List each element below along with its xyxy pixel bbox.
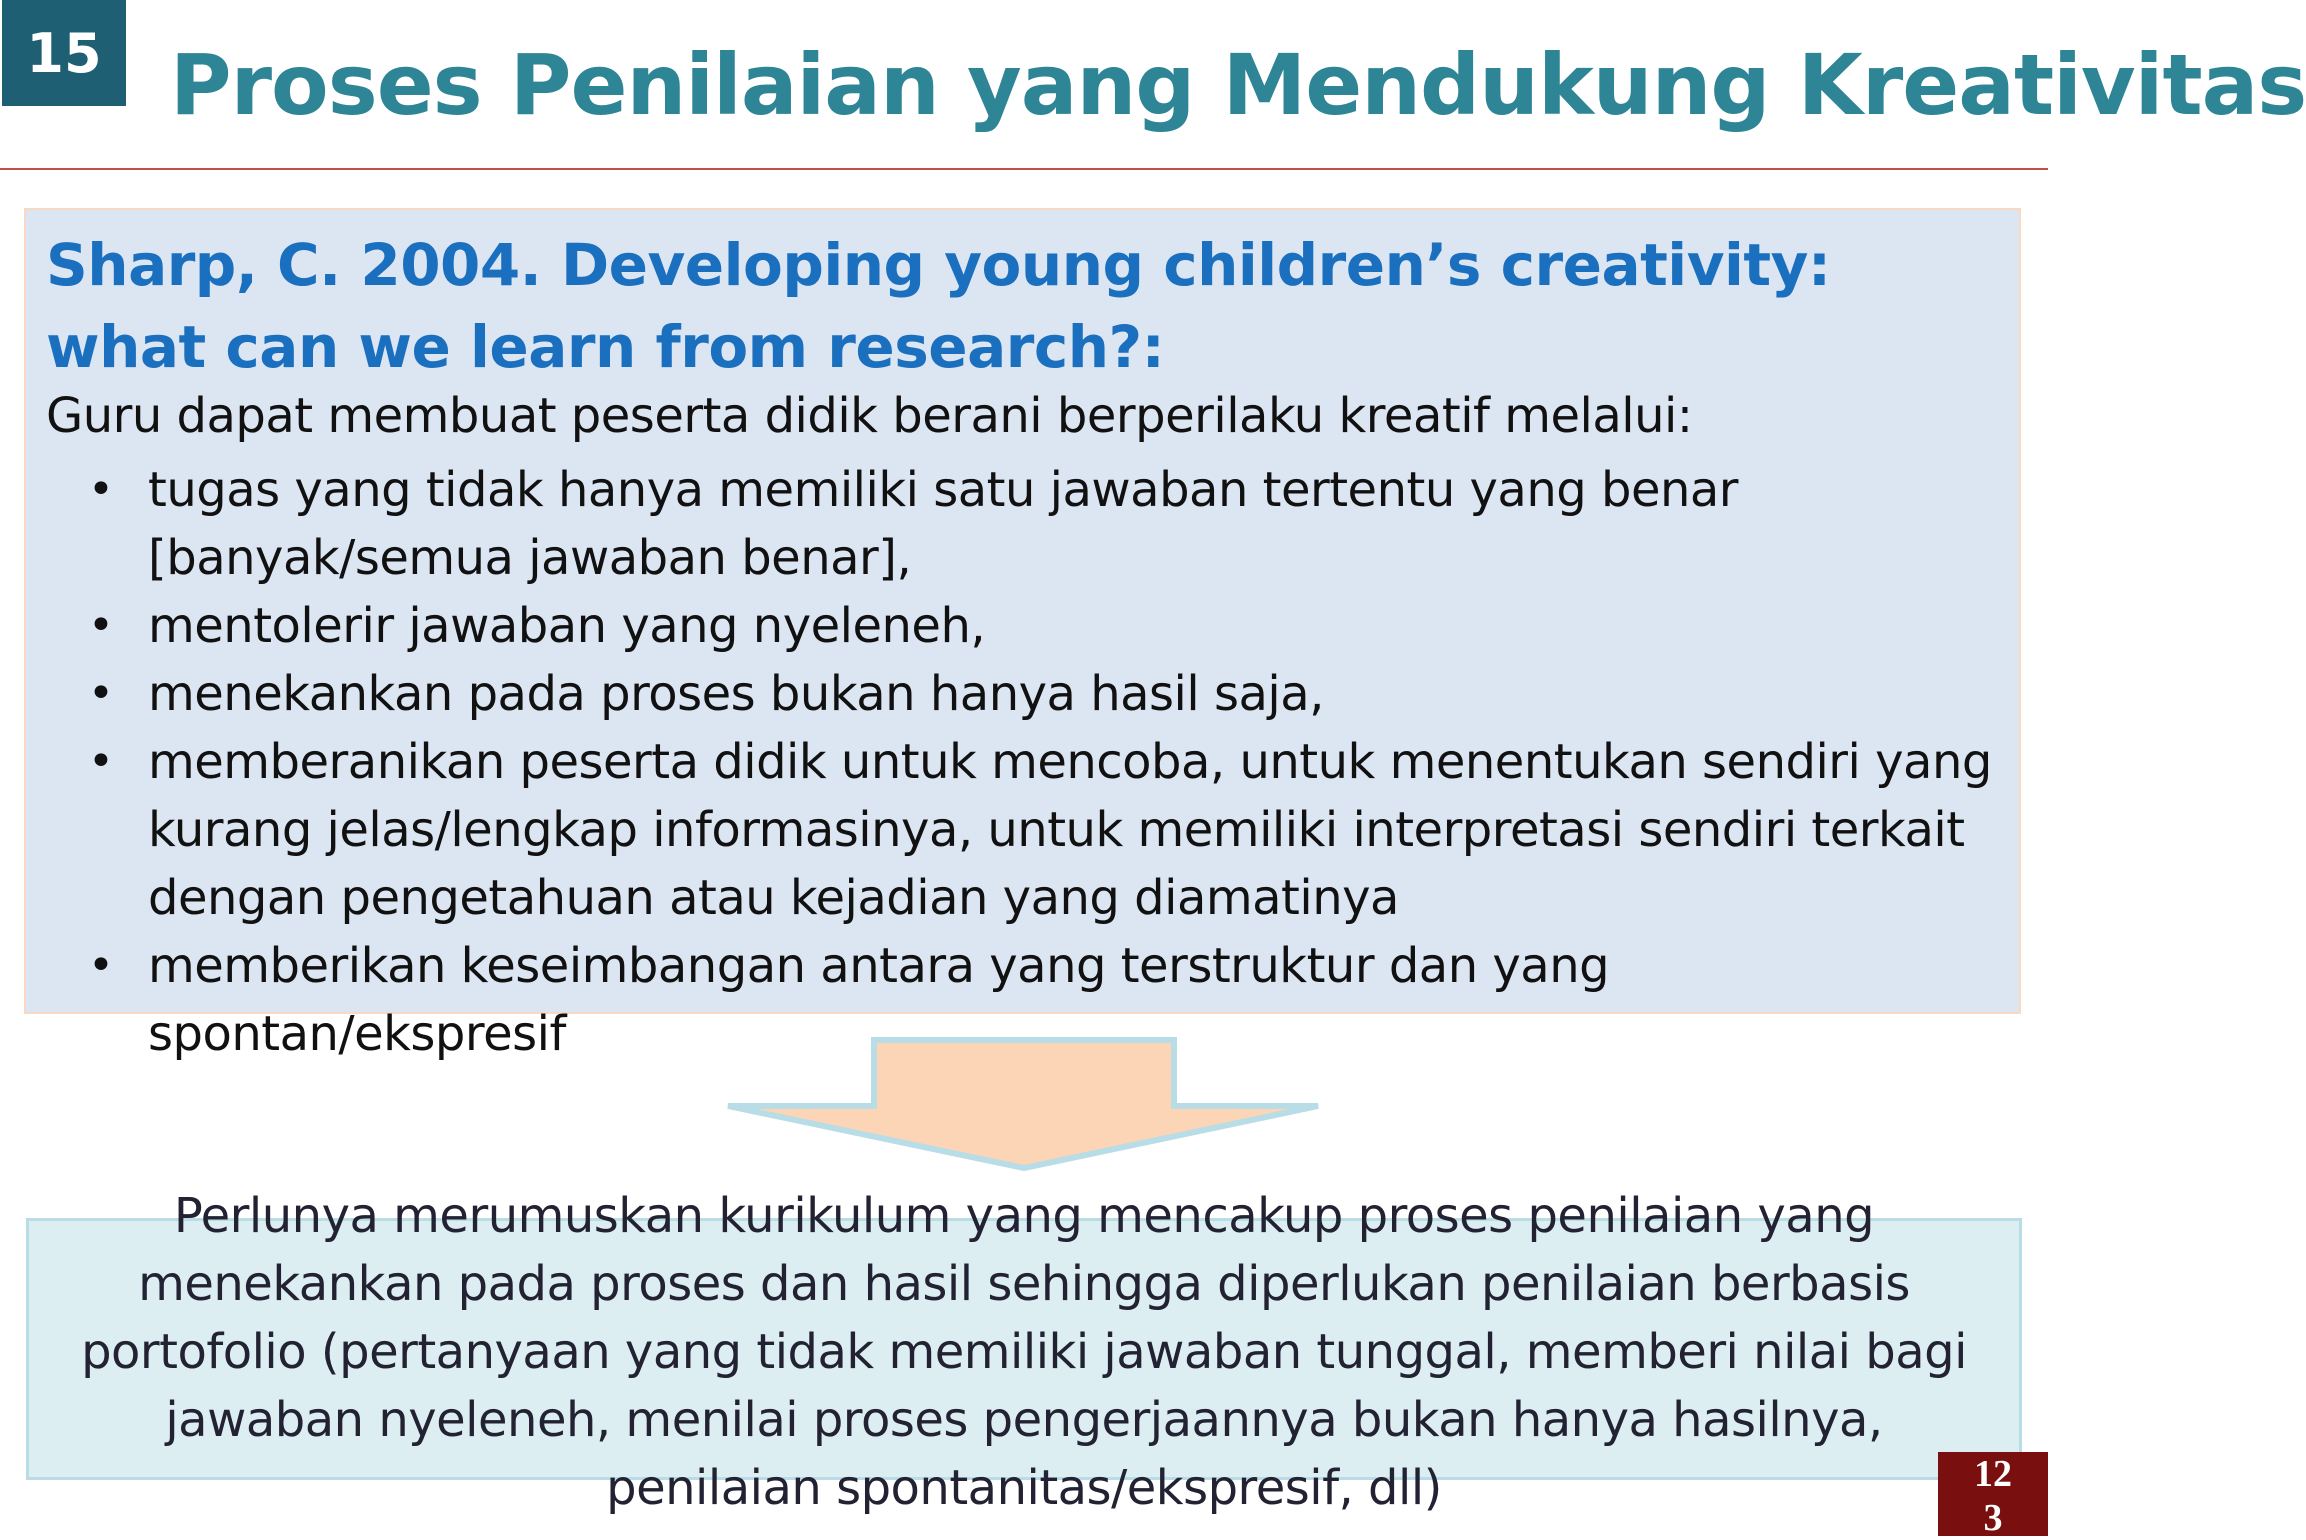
title-divider <box>0 168 2048 170</box>
reference-heading: Sharp, C. 2004. Developing young children’s creativity: what can we learn from research?: <box>46 231 1831 381</box>
list-item <box>46 660 2006 728</box>
list-item-text: memberanikan peserta didik untuk mencoba, untuk menentukan sendiri yang kurang jelas/lengkap informasinya, untuk memiliki interpretasi sendiri terkait dengan pengetahuan atau kejadian yang diamatinya <box>148 734 1992 926</box>
conclusion-text: Perlunya merumuskan kurikulum yang mencakup proses penilaian yang menekankan pada proses dan hasil sehingga diperlukan penilaian berbasis portofolio (pertanyaan yang tidak memiliki jawaban tunggal, memberi nilai bagi jawaban nyeleneh, menilai proses pengerjaannya bukan hanya hasilnya, penilaian spontanitas/ekspresif, dll) <box>81 1188 1967 1516</box>
bullet-list <box>46 456 2006 1068</box>
list-item <box>46 456 2006 592</box>
list-item-text: mentolerir jawaban yang nyeleneh, <box>148 598 986 654</box>
page-number-text: 12 3 <box>1974 1453 2012 1539</box>
bullet-icon: • <box>88 464 114 515</box>
down-arrow-icon <box>722 1036 1324 1172</box>
bullet-icon: • <box>88 668 114 719</box>
bullet-icon: • <box>88 600 114 651</box>
list-item <box>46 728 2006 932</box>
page-number <box>1938 1452 2048 1539</box>
list-item-text: memberikan keseimbangan antara yang terstruktur dan yang spontan/ekspresif <box>148 938 1610 1062</box>
bullet-icon: • <box>88 940 114 991</box>
slide-number-badge: 15 <box>2 0 126 106</box>
bullet-icon: • <box>88 736 114 787</box>
reference-box <box>24 208 2021 1062</box>
list-item-text: menekankan pada proses bukan hanya hasil saja, <box>148 666 1324 722</box>
reference-intro: Guru dapat membuat peserta didik berani berperilaku kreatif melalui: <box>46 388 1693 444</box>
page-title: Proses Penilaian yang Mendukung Kreativitas <box>170 36 2306 134</box>
list-item-text: tugas yang tidak hanya memiliki satu jawaban tertentu yang benar [banyak/semua jawaban benar], <box>148 462 1739 586</box>
list-item <box>46 592 2006 660</box>
